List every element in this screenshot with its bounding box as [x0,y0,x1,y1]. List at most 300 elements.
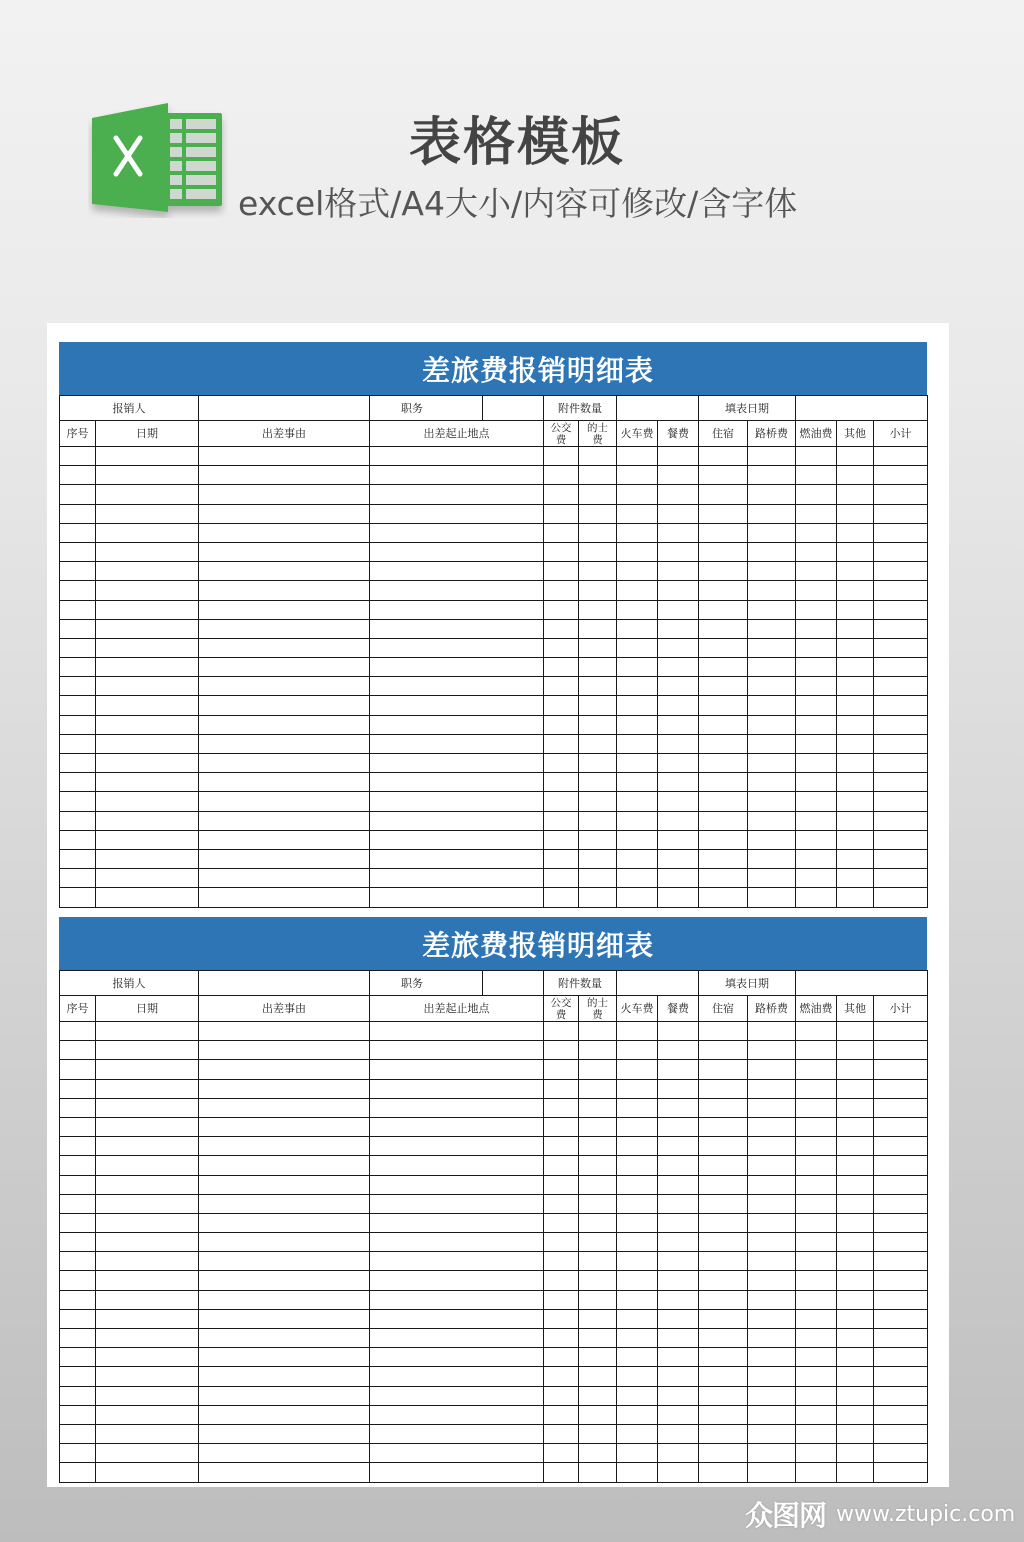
table-cell[interactable] [579,1137,617,1156]
table-cell[interactable] [60,1329,96,1348]
table-cell[interactable] [699,1175,748,1194]
table-cell[interactable] [370,1329,544,1348]
table-cell[interactable] [796,1175,837,1194]
table-cell[interactable] [617,1175,658,1194]
table-cell[interactable] [96,466,199,485]
table-cell[interactable] [199,734,370,753]
table-cell[interactable] [837,792,874,811]
table-cell[interactable] [370,1252,544,1271]
table-cell[interactable] [796,1213,837,1232]
table-cell[interactable] [874,830,928,849]
table-cell[interactable] [837,638,874,657]
table-cell[interactable] [617,658,658,677]
table-cell[interactable] [748,869,796,888]
table-cell[interactable] [579,1233,617,1252]
table-cell[interactable] [658,734,699,753]
table-cell[interactable] [796,504,837,523]
table-cell[interactable] [658,715,699,734]
table-cell[interactable] [796,888,837,907]
table-cell[interactable] [748,1233,796,1252]
table-cell[interactable] [837,1060,874,1079]
table-cell[interactable] [579,1309,617,1328]
table-cell[interactable] [96,773,199,792]
table-cell[interactable] [544,658,579,677]
table-cell[interactable] [658,1022,699,1041]
table-cell[interactable] [544,600,579,619]
table-cell[interactable] [658,1194,699,1213]
table-cell[interactable] [544,562,579,581]
table-cell[interactable] [699,1213,748,1232]
table-cell[interactable] [544,1290,579,1309]
table-cell[interactable] [748,792,796,811]
table-cell[interactable] [370,1463,544,1482]
table-cell[interactable] [617,542,658,561]
table-cell[interactable] [199,504,370,523]
table-cell[interactable] [96,1444,199,1463]
table-cell[interactable] [96,1117,199,1136]
table-cell[interactable] [837,466,874,485]
table-cell[interactable] [874,581,928,600]
table-cell[interactable] [579,696,617,715]
table-cell[interactable] [544,1424,579,1443]
table-cell[interactable] [544,1156,579,1175]
table-cell[interactable] [874,1098,928,1117]
table-cell[interactable] [199,1022,370,1041]
table-cell[interactable] [617,792,658,811]
table-cell[interactable] [199,523,370,542]
table-cell[interactable] [199,638,370,657]
table-cell[interactable] [199,1156,370,1175]
table-cell[interactable] [544,1367,579,1386]
table-cell[interactable] [199,1386,370,1405]
table-cell[interactable] [699,1329,748,1348]
table-cell[interactable] [874,1463,928,1482]
table-cell[interactable] [837,1271,874,1290]
table-cell[interactable] [370,773,544,792]
table-cell[interactable] [544,715,579,734]
table-cell[interactable] [199,715,370,734]
table-cell[interactable] [748,1175,796,1194]
table-cell[interactable] [60,715,96,734]
table-cell[interactable] [96,600,199,619]
table-cell[interactable] [60,600,96,619]
table-cell[interactable] [874,1117,928,1136]
table-cell[interactable] [199,1252,370,1271]
table-cell[interactable] [96,485,199,504]
table-cell[interactable] [837,715,874,734]
table-cell[interactable] [60,869,96,888]
table-cell[interactable] [748,1271,796,1290]
table-cell[interactable] [96,1290,199,1309]
table-cell[interactable] [874,1213,928,1232]
table-cell[interactable] [874,1175,928,1194]
table-cell[interactable] [544,792,579,811]
table-cell[interactable] [199,1194,370,1213]
table-cell[interactable] [748,849,796,868]
table-cell[interactable] [874,1424,928,1443]
table-cell[interactable] [874,1367,928,1386]
table-cell[interactable] [796,869,837,888]
table-cell[interactable] [748,1060,796,1079]
table-cell[interactable] [60,562,96,581]
table-cell[interactable] [796,1233,837,1252]
table-cell[interactable] [617,1233,658,1252]
table-cell[interactable] [699,1444,748,1463]
table-cell[interactable] [544,1137,579,1156]
table-cell[interactable] [96,754,199,773]
table-cell[interactable] [579,734,617,753]
table-cell[interactable] [874,466,928,485]
table-cell[interactable] [370,1405,544,1424]
table-cell[interactable] [370,1424,544,1443]
table-cell[interactable] [796,696,837,715]
table-cell[interactable] [60,1041,96,1060]
table-cell[interactable] [60,1117,96,1136]
table-cell[interactable] [617,1309,658,1328]
table-cell[interactable] [544,1213,579,1232]
table-cell[interactable] [837,619,874,638]
table-cell[interactable] [579,542,617,561]
table-cell[interactable] [699,638,748,657]
table-cell[interactable] [60,1233,96,1252]
table-cell[interactable] [658,754,699,773]
table-cell[interactable] [748,696,796,715]
table-cell[interactable] [544,485,579,504]
claimant-field[interactable] [199,396,370,421]
table-cell[interactable] [370,1156,544,1175]
table-cell[interactable] [60,696,96,715]
table-cell[interactable] [579,792,617,811]
table-cell[interactable] [658,1348,699,1367]
table-cell[interactable] [96,792,199,811]
table-cell[interactable] [748,1463,796,1482]
table-cell[interactable] [579,754,617,773]
table-cell[interactable] [748,677,796,696]
table-cell[interactable] [199,811,370,830]
table-cell[interactable] [370,1444,544,1463]
table-cell[interactable] [96,888,199,907]
table-cell[interactable] [874,888,928,907]
table-cell[interactable] [544,1405,579,1424]
table-cell[interactable] [617,869,658,888]
table-cell[interactable] [837,504,874,523]
table-cell[interactable] [96,811,199,830]
table-cell[interactable] [837,1194,874,1213]
table-cell[interactable] [544,1060,579,1079]
table-cell[interactable] [699,1252,748,1271]
table-cell[interactable] [199,1367,370,1386]
table-cell[interactable] [837,542,874,561]
table-cell[interactable] [60,1405,96,1424]
table-cell[interactable] [874,447,928,466]
table-cell[interactable] [617,1444,658,1463]
table-cell[interactable] [796,830,837,849]
table-cell[interactable] [60,542,96,561]
table-cell[interactable] [199,542,370,561]
table-cell[interactable] [617,485,658,504]
table-cell[interactable] [796,1309,837,1328]
table-cell[interactable] [199,1444,370,1463]
table-cell[interactable] [748,1137,796,1156]
table-cell[interactable] [699,792,748,811]
table-cell[interactable] [699,485,748,504]
table-cell[interactable] [370,1175,544,1194]
table-cell[interactable] [699,542,748,561]
table-cell[interactable] [617,1271,658,1290]
table-cell[interactable] [617,1290,658,1309]
table-cell[interactable] [370,581,544,600]
table-cell[interactable] [837,1117,874,1136]
table-cell[interactable] [617,1060,658,1079]
table-cell[interactable] [617,849,658,868]
table-cell[interactable] [370,1079,544,1098]
table-cell[interactable] [658,1367,699,1386]
table-cell[interactable] [837,734,874,753]
table-cell[interactable] [370,849,544,868]
table-cell[interactable] [544,1386,579,1405]
table-cell[interactable] [60,658,96,677]
table-cell[interactable] [60,1060,96,1079]
table-cell[interactable] [658,619,699,638]
table-cell[interactable] [544,1252,579,1271]
table-cell[interactable] [874,754,928,773]
table-cell[interactable] [370,562,544,581]
table-cell[interactable] [96,1386,199,1405]
table-cell[interactable] [544,888,579,907]
table-cell[interactable] [579,1194,617,1213]
table-cell[interactable] [748,811,796,830]
table-cell[interactable] [544,696,579,715]
table-cell[interactable] [579,619,617,638]
table-cell[interactable] [544,849,579,868]
table-cell[interactable] [699,466,748,485]
table-cell[interactable] [699,888,748,907]
table-cell[interactable] [796,1022,837,1041]
table-cell[interactable] [617,1117,658,1136]
table-cell[interactable] [370,619,544,638]
table-cell[interactable] [658,542,699,561]
table-cell[interactable] [617,1022,658,1041]
table-cell[interactable] [199,658,370,677]
table-cell[interactable] [579,1156,617,1175]
table-cell[interactable] [96,696,199,715]
table-cell[interactable] [658,1175,699,1194]
table-cell[interactable] [748,715,796,734]
table-cell[interactable] [96,1194,199,1213]
table-cell[interactable] [874,811,928,830]
table-cell[interactable] [837,849,874,868]
table-cell[interactable] [658,1213,699,1232]
table-cell[interactable] [658,869,699,888]
table-cell[interactable] [617,581,658,600]
table-cell[interactable] [544,754,579,773]
table-cell[interactable] [837,658,874,677]
table-cell[interactable] [748,1041,796,1060]
table-cell[interactable] [60,1386,96,1405]
table-cell[interactable] [874,1348,928,1367]
table-cell[interactable] [370,658,544,677]
table-cell[interactable] [658,466,699,485]
table-cell[interactable] [699,658,748,677]
table-cell[interactable] [699,1060,748,1079]
table-cell[interactable] [837,485,874,504]
table-cell[interactable] [874,1233,928,1252]
table-cell[interactable] [699,581,748,600]
table-cell[interactable] [96,638,199,657]
table-cell[interactable] [96,1405,199,1424]
table-cell[interactable] [96,1041,199,1060]
table-cell[interactable] [370,485,544,504]
table-cell[interactable] [579,562,617,581]
table-cell[interactable] [96,1367,199,1386]
table-cell[interactable] [699,562,748,581]
table-cell[interactable] [837,830,874,849]
table-cell[interactable] [544,1329,579,1348]
table-cell[interactable] [699,600,748,619]
table-cell[interactable] [874,1022,928,1041]
table-cell[interactable] [796,466,837,485]
table-cell[interactable] [796,619,837,638]
table-cell[interactable] [699,1022,748,1041]
table-cell[interactable] [199,562,370,581]
table-cell[interactable] [874,504,928,523]
table-cell[interactable] [617,1463,658,1482]
table-cell[interactable] [617,677,658,696]
table-cell[interactable] [199,581,370,600]
table-cell[interactable] [837,1022,874,1041]
table-cell[interactable] [748,1194,796,1213]
table-cell[interactable] [874,792,928,811]
table-cell[interactable] [699,1041,748,1060]
table-cell[interactable] [199,677,370,696]
table-cell[interactable] [544,1022,579,1041]
table-cell[interactable] [544,1175,579,1194]
table-cell[interactable] [370,504,544,523]
table-cell[interactable] [544,466,579,485]
table-cell[interactable] [544,1271,579,1290]
table-cell[interactable] [837,600,874,619]
table-cell[interactable] [370,466,544,485]
table-cell[interactable] [199,696,370,715]
table-cell[interactable] [617,600,658,619]
table-cell[interactable] [658,1386,699,1405]
table-cell[interactable] [748,581,796,600]
table-cell[interactable] [837,1041,874,1060]
table-cell[interactable] [579,1252,617,1271]
table-cell[interactable] [370,1213,544,1232]
table-cell[interactable] [748,619,796,638]
table-cell[interactable] [699,1348,748,1367]
table-cell[interactable] [96,830,199,849]
table-cell[interactable] [617,696,658,715]
table-cell[interactable] [658,677,699,696]
table-cell[interactable] [748,1405,796,1424]
table-cell[interactable] [199,1271,370,1290]
table-cell[interactable] [60,466,96,485]
table-cell[interactable] [60,830,96,849]
table-cell[interactable] [617,1386,658,1405]
table-cell[interactable] [199,1213,370,1232]
table-cell[interactable] [60,581,96,600]
table-cell[interactable] [60,1367,96,1386]
table-cell[interactable] [579,504,617,523]
table-cell[interactable] [579,1098,617,1117]
table-cell[interactable] [617,1194,658,1213]
table-cell[interactable] [699,1194,748,1213]
table-cell[interactable] [796,447,837,466]
table-cell[interactable] [617,1424,658,1443]
table-cell[interactable] [199,447,370,466]
table-cell[interactable] [658,1444,699,1463]
table-cell[interactable] [796,658,837,677]
table-cell[interactable] [837,869,874,888]
table-cell[interactable] [837,1405,874,1424]
table-cell[interactable] [60,638,96,657]
table-cell[interactable] [579,1386,617,1405]
table-cell[interactable] [874,1194,928,1213]
table-cell[interactable] [60,1309,96,1328]
table-cell[interactable] [699,1309,748,1328]
table-cell[interactable] [579,811,617,830]
table-cell[interactable] [658,1098,699,1117]
table-cell[interactable] [658,1290,699,1309]
table-cell[interactable] [617,447,658,466]
table-cell[interactable] [544,619,579,638]
table-cell[interactable] [617,830,658,849]
table-cell[interactable] [96,658,199,677]
table-cell[interactable] [579,1117,617,1136]
table-cell[interactable] [658,658,699,677]
table-cell[interactable] [579,1022,617,1041]
table-cell[interactable] [617,1367,658,1386]
date-field[interactable] [796,396,928,421]
table-cell[interactable] [199,773,370,792]
table-cell[interactable] [699,1137,748,1156]
table-cell[interactable] [617,1348,658,1367]
table-cell[interactable] [658,1309,699,1328]
table-cell[interactable] [748,1213,796,1232]
table-cell[interactable] [544,677,579,696]
table-cell[interactable] [617,1137,658,1156]
table-cell[interactable] [60,504,96,523]
table-cell[interactable] [60,1022,96,1041]
table-cell[interactable] [748,658,796,677]
position-field[interactable] [483,396,544,421]
table-cell[interactable] [579,1424,617,1443]
table-cell[interactable] [370,1309,544,1328]
table-cell[interactable] [658,1405,699,1424]
table-cell[interactable] [199,1329,370,1348]
table-cell[interactable] [60,485,96,504]
table-cell[interactable] [699,1386,748,1405]
table-cell[interactable] [658,523,699,542]
table-cell[interactable] [60,754,96,773]
table-cell[interactable] [748,562,796,581]
table-cell[interactable] [874,600,928,619]
table-cell[interactable] [699,1098,748,1117]
table-cell[interactable] [60,1444,96,1463]
table-cell[interactable] [96,523,199,542]
table-cell[interactable] [748,1348,796,1367]
table-cell[interactable] [96,447,199,466]
table-cell[interactable] [748,600,796,619]
table-cell[interactable] [544,523,579,542]
table-cell[interactable] [60,677,96,696]
table-cell[interactable] [579,1175,617,1194]
table-cell[interactable] [748,1290,796,1309]
table-cell[interactable] [544,773,579,792]
table-cell[interactable] [748,1252,796,1271]
